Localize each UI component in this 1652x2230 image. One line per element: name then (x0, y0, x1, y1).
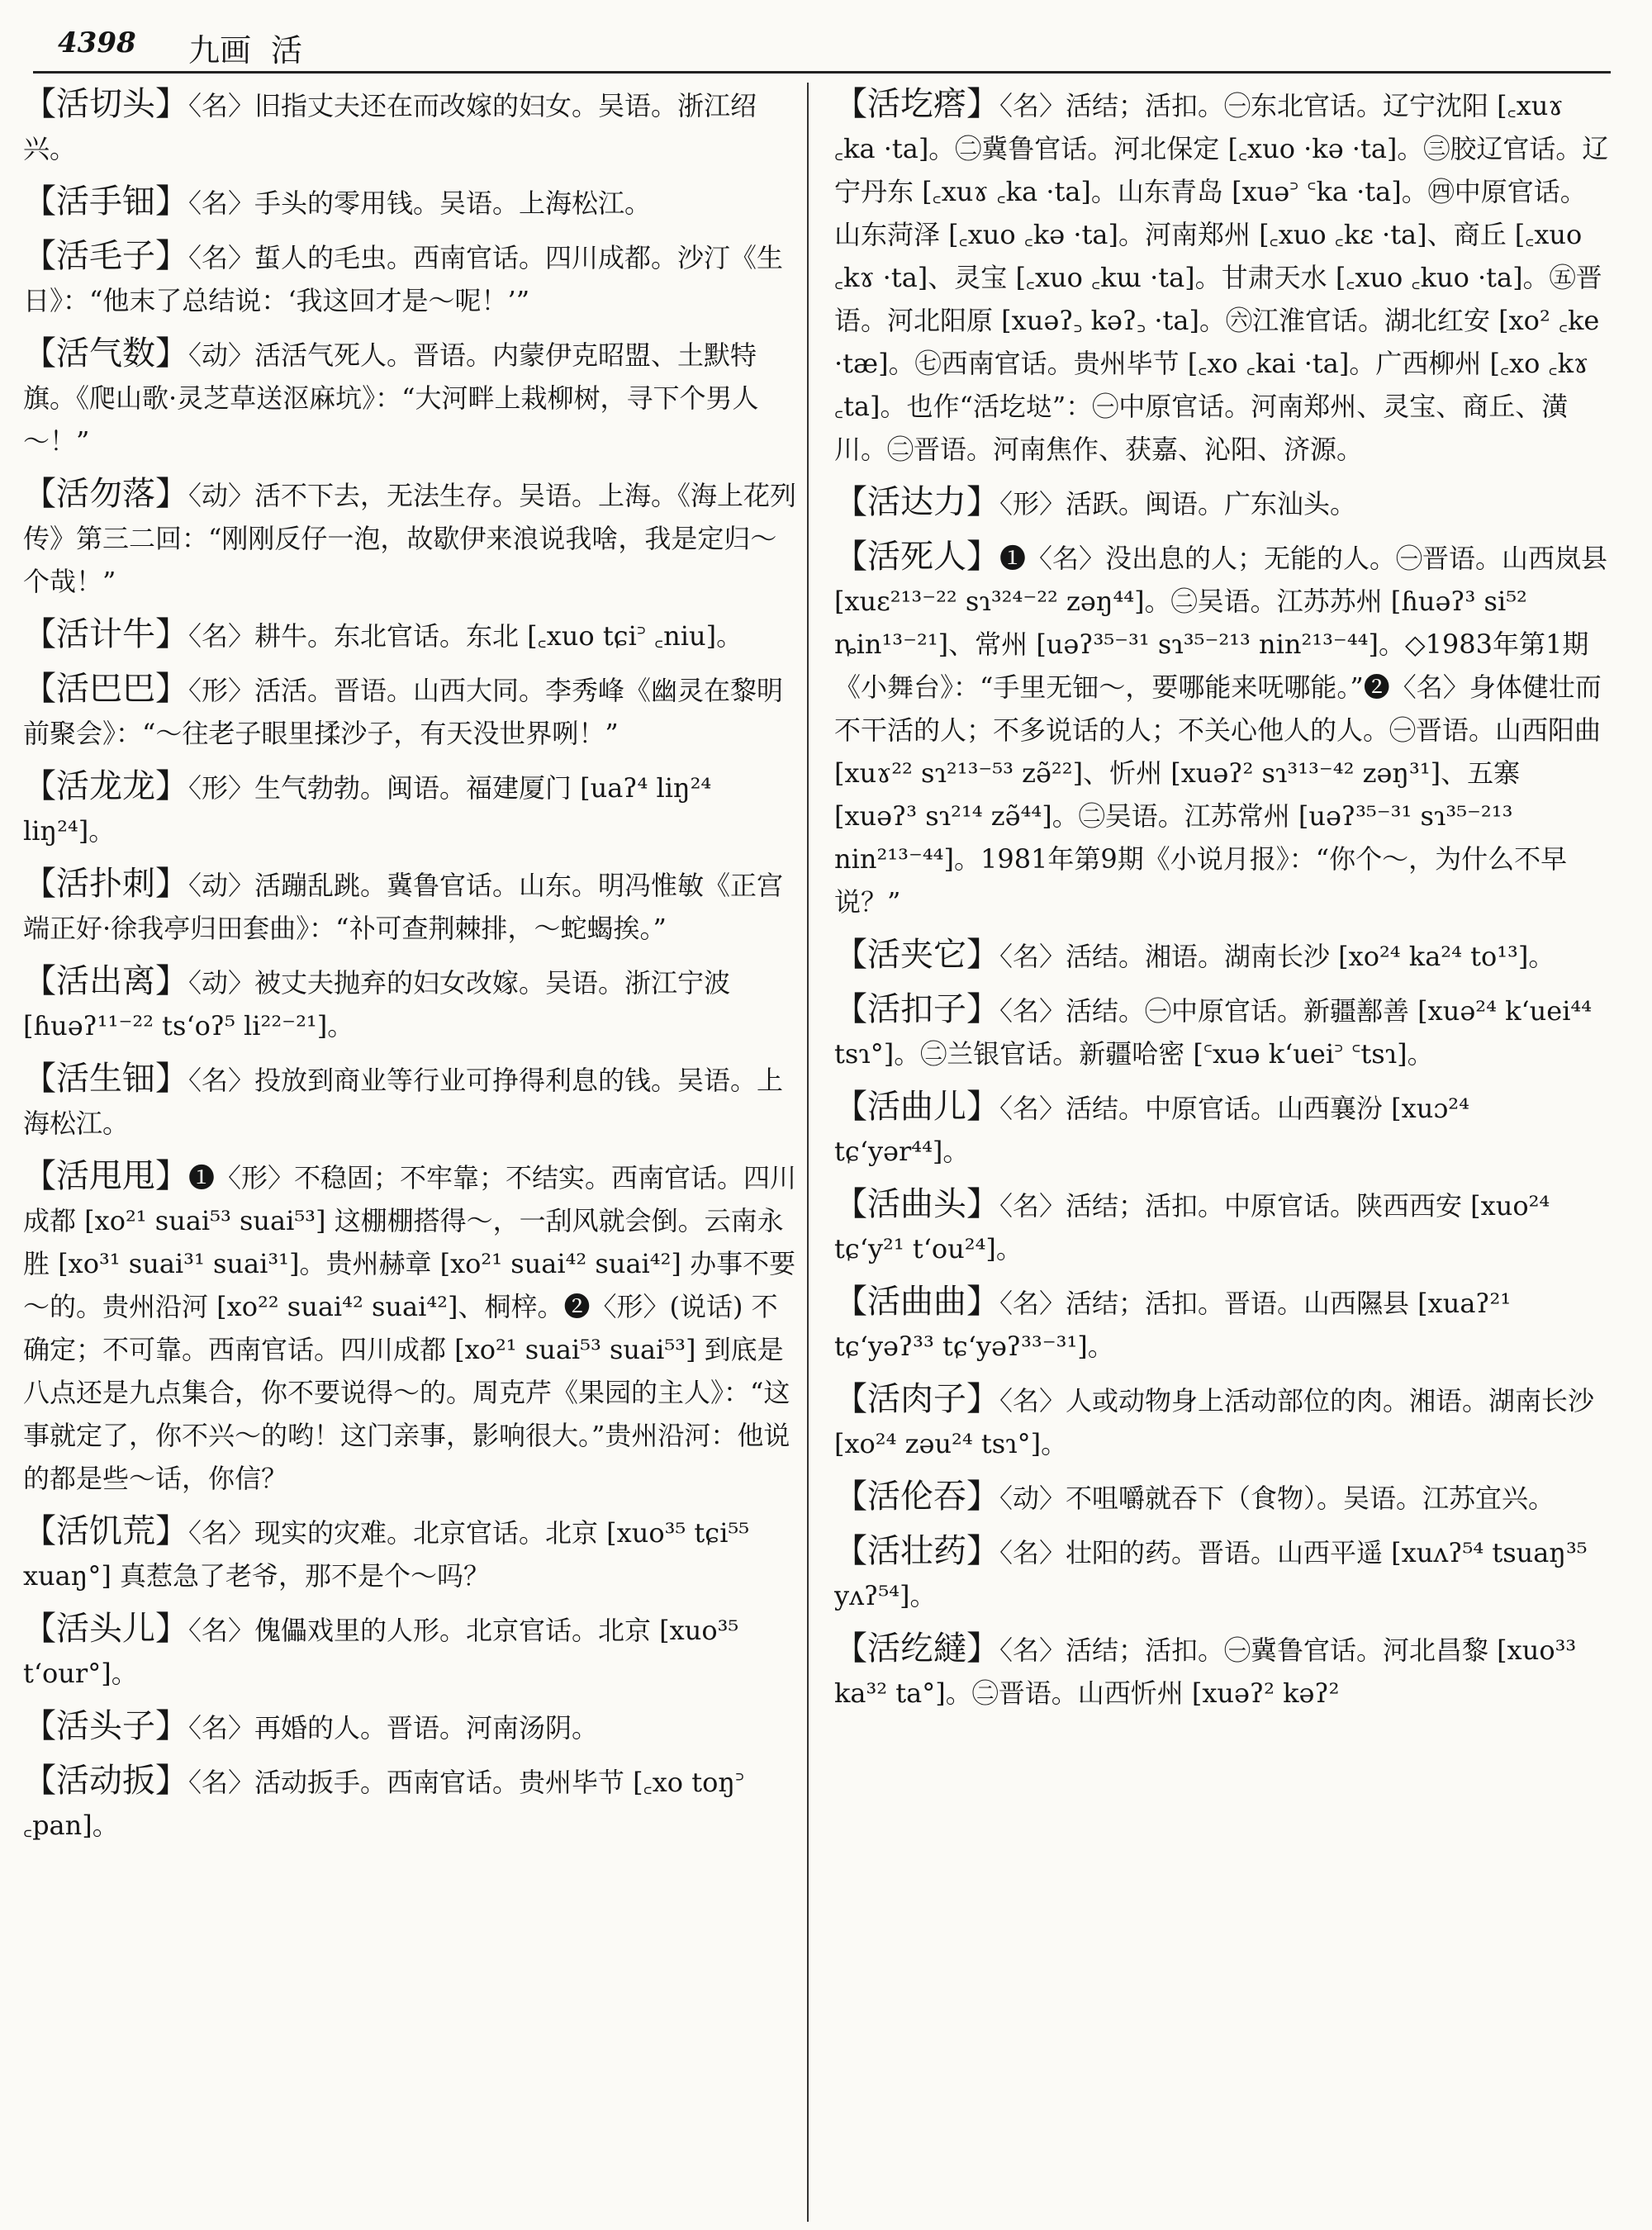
right-column (834, 83, 1611, 2222)
dictionary-entry (23, 472, 800, 603)
entry-headword: 【活气数】 (23, 334, 188, 372)
index-character: 活 (271, 32, 303, 69)
entry-definition: 〈名〉投放到商业等行业可挣得利息的钱。吴语。上海松江。 (23, 1065, 784, 1139)
entry-definition: 〈名〉活结。㊀中原官话。新疆鄯善 [xuə²⁴ kʻuei⁴⁴ tsɿ°]。㊁兰银官话。新疆哈密 [꜂xuə kʻuei꜄ ꜂tsɿ]。 (834, 995, 1593, 1070)
entry-headword: 【活死人】 (834, 538, 999, 576)
entry-headword: 【活扑刺】 (23, 865, 188, 903)
running-header (58, 23, 1611, 69)
dictionary-entry (834, 1280, 1611, 1368)
entry-definition: 〈动〉活不下去，无法生存。吴语。上海。《海上花列传》第三二回：“刚刚反仔一泡，故歇伊来浪说我啥，我是定归～个哉！” (23, 480, 797, 597)
column-divider (807, 83, 809, 2222)
dictionary-entry (834, 1475, 1611, 1520)
entry-definition: 〈名〉活结。中原官话。山西襄汾 [xuɔ²⁴ tɕʻyər⁴⁴]。 (834, 1093, 1469, 1167)
entry-definition: 〈形〉活活。晋语。山西大同。李秀峰《幽灵在黎明前聚会》：“～往老子眼里揉沙子，有天没世界咧！” (23, 675, 784, 749)
entry-headword: 【活圪瘩】 (834, 85, 999, 123)
entry-definition: 〈形〉生气勃勃。闽语。福建厦门 [uaʔ⁴ liŋ²⁴ liŋ²⁴]。 (23, 772, 712, 847)
left-column (23, 83, 800, 2222)
stroke-count-label: 九画 (188, 32, 252, 69)
dictionary-entry (23, 1057, 800, 1145)
dictionary-entry (23, 180, 800, 225)
dictionary-entry (834, 1378, 1611, 1465)
dictionary-entry (834, 1183, 1611, 1270)
entry-definition: 〈名〉再婚的人。晋语。河南汤阴。 (188, 1712, 599, 1744)
dictionary-entry (23, 83, 800, 170)
dictionary-entry (23, 1607, 800, 1695)
dictionary-entry (23, 235, 800, 322)
entry-definition: 〈名〉耕牛。东北官话。东北 [꜀xuo tɕi꜄ ꜀niu]。 (188, 620, 743, 652)
entry-definition: 〈名〉现实的灾难。北京官话。北京 [xuo³⁵ tɕi⁵⁵ xuaŋ°] 真惹急了老爷，那不是个～吗？ (23, 1517, 750, 1592)
entry-headword: 【活勿落】 (23, 475, 188, 513)
entry-definition: 〈名〉蜇人的毛虫。西南官话。四川成都。沙汀《生日》：“他末了总结说：‘我这回才是～呢！’” (23, 242, 784, 316)
entry-headword: 【活肉子】 (834, 1380, 999, 1418)
entry-headword: 【活达力】 (834, 483, 999, 521)
entry-headword: 【活龙龙】 (23, 767, 188, 805)
entry-definition: 〈形〉活跃。闽语。广东汕头。 (999, 488, 1357, 520)
entry-definition: 〈动〉活蹦乱跳。冀鲁官话。山东。明冯惟敏《正宫端正好·徐我亭归田套曲》：“䃼可查荆棘排，～蛇蝎挨。” (23, 870, 784, 944)
dictionary-entry (23, 1705, 800, 1749)
page-number: 4398 (58, 26, 136, 59)
entry-headword: 【活曲曲】 (834, 1283, 999, 1321)
dictionary-entry (23, 613, 800, 657)
dictionary-entry (834, 988, 1611, 1075)
entry-definition: 〈名〉人或动物身上活动部位的肉。湘语。湖南长沙 [xo²⁴ zəu²⁴ tsɿ°]。 (834, 1385, 1595, 1459)
entry-definition: ❶〈形〉不稳固；不牢靠；不结实。西南官话。四川成都 [xo²¹ suai⁵³ suai⁵³] 这棚棚搭得～，一刮风就会倒。云南永胜 [xo³¹ suai³¹ suai³¹]。贵州赫章 [xo²¹ suai⁴² suai⁴²] 办事不要～的。贵州沿河 [xo²² suai⁴² suai⁴²]、桐梓。❷〈形〉(说话) 不确定；不可靠。西南官话。四川成都 [xo²¹ suai⁵³ suai⁵³] 到底是八点还是九点集合，你不要说得～的。周克芹《果园的主人》：“这事就定了，你不兴～的哟！这门亲事，影响很大。”贵州沿河：他说的都是些～话，你信？ (23, 1162, 797, 1494)
entry-headword: 【活甩甩】 (23, 1157, 188, 1195)
dictionary-entry (23, 765, 800, 852)
entry-headword: 【活生钿】 (23, 1060, 188, 1098)
entry-headword: 【活扣子】 (834, 990, 999, 1028)
entry-headword: 【活巴巴】 (23, 670, 188, 708)
entry-headword: 【活切头】 (23, 85, 188, 123)
entry-definition: 〈名〉活动扳手。西南官话。贵州毕节 [꜀xo toŋ꜄ ꜀pan]。 (23, 1767, 745, 1841)
entry-headword: 【活伦吞】 (834, 1478, 999, 1516)
entry-headword: 【活头子】 (23, 1707, 188, 1745)
entry-headword: 【活动扳】 (23, 1762, 188, 1800)
entry-headword: 【活出离】 (23, 962, 188, 1000)
entry-definition: 〈名〉傀儡戏里的人形。北京官话。北京 [xuo³⁵ tʻour°]。 (23, 1615, 739, 1689)
entry-definition: 〈动〉不咀嚼就吞下（食物）。吴语。江苏宜兴。 (999, 1483, 1555, 1514)
dictionary-entry (834, 1627, 1611, 1715)
dictionary-entry (834, 1530, 1611, 1617)
entry-headword: 【活壮药】 (834, 1532, 999, 1570)
entry-definition: 〈名〉活结；活扣。中原官话。陕西西安 [xuo²⁴ tɕʻy²¹ tʻou²⁴]。 (834, 1190, 1550, 1264)
entry-definition: 〈动〉活活气死人。晋语。内蒙伊克昭盟、土默特旗。《爬山歌·灵芝草送沤麻坑》：“大河畔上栽柳树，寻下个男人～！” (23, 339, 759, 457)
entry-definition: 〈名〉手头的零用钱。吴语。上海松江。 (188, 187, 652, 219)
entry-definition: ❶〈名〉没出息的人；无能的人。㊀晋语。山西岚县 [xuɛ²¹³⁻²² sɿ³²⁴⁻²² zəŋ⁴⁴]。㊁吴语。江苏苏州 [ɦuəʔ³ si⁵² ȵin¹³⁻²¹]、常州 [uəʔ³⁵⁻³¹ sɿ³⁵⁻²¹³ nin²¹³⁻⁴⁴]。◇1983年第1期《小舞台》：“手里无钿～，要哪能来呒哪能。”❷〈名〉身体健壮而不干活的人；不多说话的人；不关心他人的人。㊀晋语。山西阳曲 [xuɤ²² sɿ²¹³⁻⁵³ zə̃²²]、忻州 [xuəʔ² sɿ³¹³⁻⁴² zəŋ³¹]、五寨 [xuəʔ³ sɿ²¹⁴ zə̃⁴⁴]。㊁吴语。江苏常州 [uəʔ³⁵⁻³¹ sɿ³⁵⁻²¹³ nin²¹³⁻⁴⁴]。1981年第9期《小说月报》：“你个～，为什么不早说？” (834, 543, 1608, 918)
entry-headword: 【活夹它】 (834, 936, 999, 974)
dictionary-entry (23, 1510, 800, 1597)
entry-definition: 〈名〉活结。湘语。湖南长沙 [xo²⁴ ka²⁴ to¹³]。 (999, 941, 1555, 972)
dictionary-entry (23, 1155, 800, 1500)
header-rule (33, 71, 1611, 74)
entry-headword: 【活曲儿】 (834, 1088, 999, 1126)
dictionary-entry (834, 933, 1611, 978)
dictionary-entry (23, 667, 800, 755)
entry-definition: 〈名〉旧指丈夫还在而改嫁的妇女。吴语。浙江绍兴。 (23, 90, 757, 164)
entry-definition: 〈名〉活结；活扣。㊀东北官话。辽宁沈阳 [꜀xuɤ ꜀ka ·ta]。㊁冀鲁官话。河北保定 [꜀xuo ·kə ·ta]。㊂胶辽官话。辽宁丹东 [꜀xuɤ ꜀ka ·ta]。山东青岛 [xuə꜄ ꜂ka ·ta]。㊃中原官话。山东菏泽 [꜀xuo ꜀kə ·ta]。河南郑州 [꜀xuo ꜀kɛ ·ta]、商丘 [꜀xuo ꜀kɤ ·ta]、灵宝 [꜀xuo ꜀kɯ ·ta]。甘肃天水 [꜀xuo ꜀kuo ·ta]。㊄晋语。河北阳原 [xuəʔ꜆ kəʔ꜆ ·ta]。㊅江淮官话。湖北红安 [xo² ꜀ke ·tæ]。㊆西南官话。贵州毕节 [꜀xo ꜀kai ·ta]。广西柳州 [꜀xo ꜀kɤ ꜀ta]。也作“活圪垯”：㊀中原官话。河南郑州、灵宝、商丘、潢川。㊁晋语。河南焦作、获嘉、沁阳、济源。 (834, 90, 1609, 465)
entry-headword: 【活饥荒】 (23, 1512, 188, 1550)
dictionary-entry (23, 862, 800, 950)
dictionary-entry (834, 83, 1611, 471)
entry-headword: 【活头儿】 (23, 1610, 188, 1648)
dictionary-entry (23, 960, 800, 1047)
entry-headword: 【活曲头】 (834, 1185, 999, 1223)
dictionary-entry (834, 1085, 1611, 1173)
dictionary-entry (23, 332, 800, 463)
dictionary-entry (834, 481, 1611, 525)
entry-definition: 〈名〉活结；活扣。晋语。山西隰县 [xuaʔ²¹ tɕʻyəʔ³³ tɕʻyəʔ³³⁻³¹]。 (834, 1288, 1512, 1362)
dictionary-entry (23, 1759, 800, 1847)
entry-definition: 〈名〉壮阳的药。晋语。山西平遥 [xuʌʔ⁵⁴ tsuaŋ³⁵ yʌʔ⁵⁴]。 (834, 1537, 1588, 1611)
entry-definition: 〈名〉活结；活扣。㊀冀鲁官话。河北昌黎 [xuo³³ ka³² ta°]。㊁晋语。山西忻州 [xuəʔ² kəʔ² (834, 1635, 1577, 1709)
entry-headword: 【活毛子】 (23, 237, 188, 275)
entry-headword: 【活纥繨】 (834, 1630, 999, 1668)
entry-headword: 【活手钿】 (23, 183, 188, 221)
entry-headword: 【活计牛】 (23, 615, 188, 653)
dictionary-entry (834, 535, 1611, 923)
entry-definition: 〈动〉被丈夫抛弃的妇女改嫁。吴语。浙江宁波 [ɦuəʔ¹¹⁻²² tsʻoʔ⁵ li²²⁻²¹]。 (23, 967, 731, 1041)
